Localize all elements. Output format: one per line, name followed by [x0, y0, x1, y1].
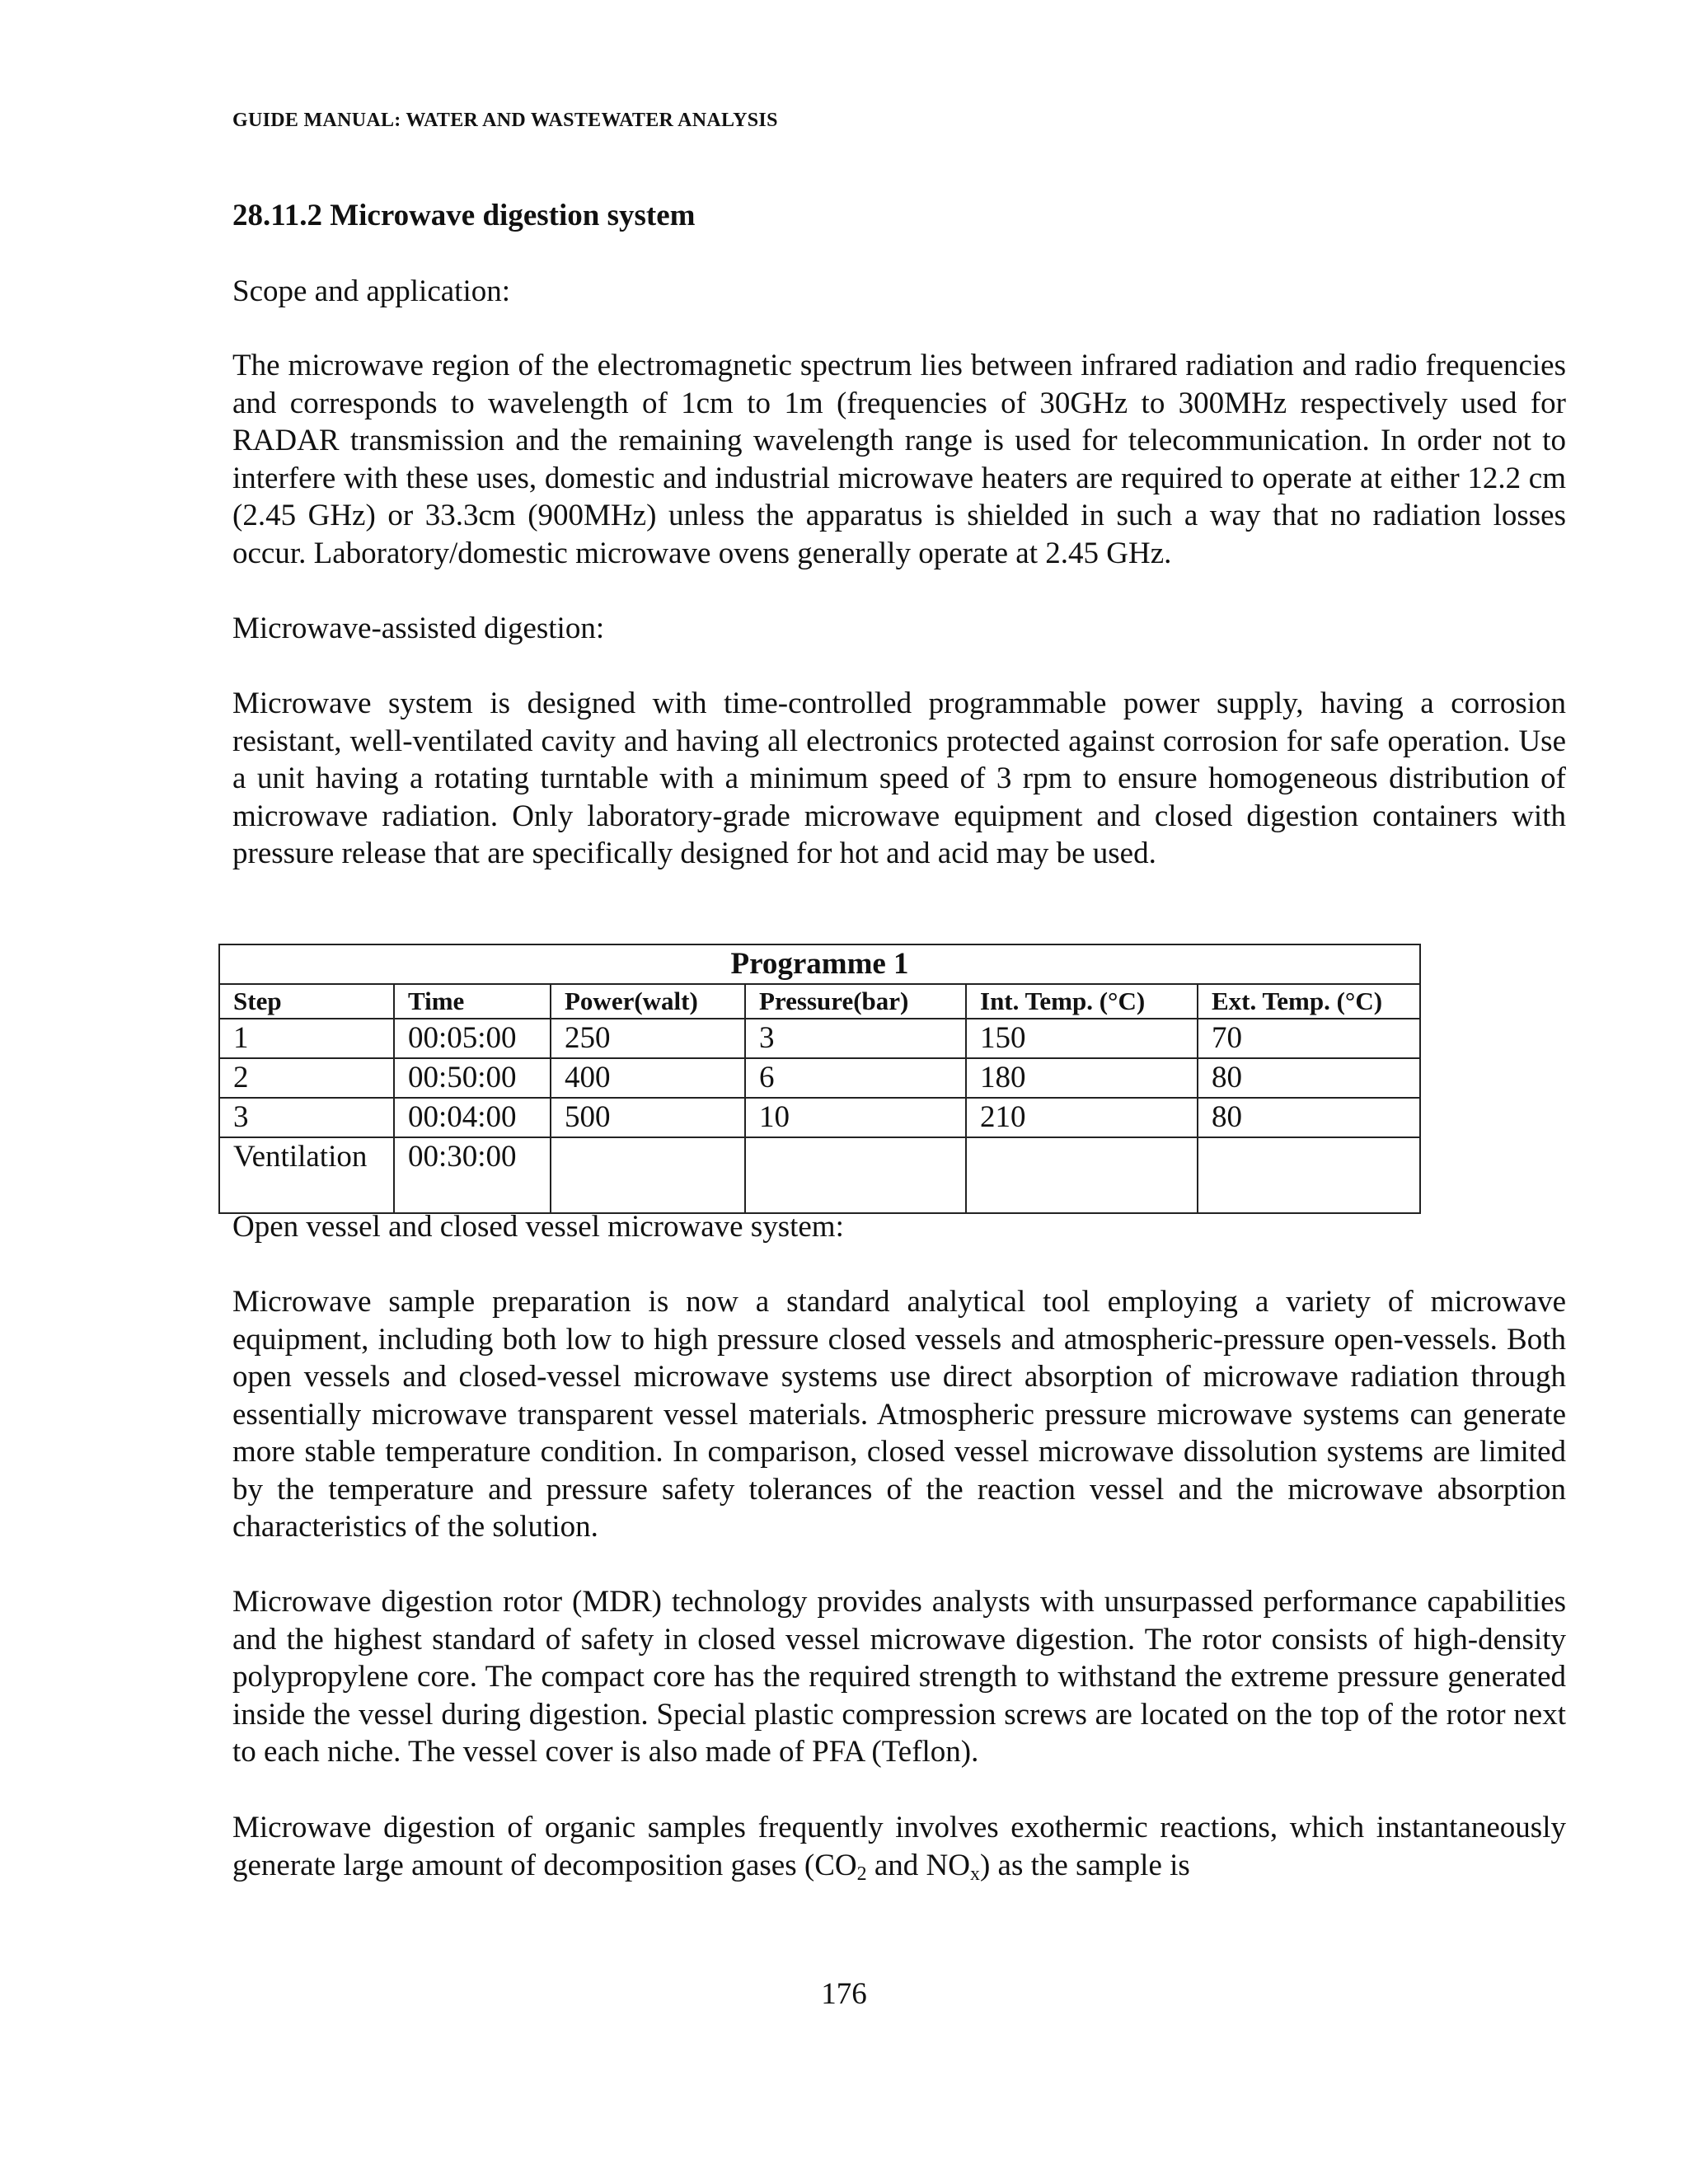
- running-header: GUIDE MANUAL: WATER AND WASTEWATER ANALYSIS: [232, 110, 778, 131]
- cell-time: 00:30:00: [394, 1137, 551, 1213]
- cell-step: 2: [219, 1058, 394, 1098]
- table-caption: Programme 1: [219, 944, 1420, 984]
- scope-heading: Scope and application:: [232, 274, 511, 308]
- section-title: 28.11.2 Microwave digestion system: [232, 199, 696, 232]
- cell-ext-temp: 70: [1198, 1019, 1420, 1058]
- table-header-row: [219, 984, 1420, 1019]
- column-header-step: Step: [219, 984, 394, 1019]
- cell-int-temp: 150: [966, 1019, 1198, 1058]
- organic-digestion-paragraph: [232, 1809, 1566, 1884]
- cell-ext-temp: 80: [1198, 1098, 1420, 1137]
- cell-pressure: [745, 1137, 966, 1213]
- cell-pressure: 6: [745, 1058, 966, 1098]
- cell-time: 00:04:00: [394, 1098, 551, 1137]
- cell-time: 00:50:00: [394, 1058, 551, 1098]
- cell-power: 250: [551, 1019, 745, 1058]
- cell-step: 1: [219, 1019, 394, 1058]
- cell-int-temp: 180: [966, 1058, 1198, 1098]
- table-row: [219, 1098, 1420, 1137]
- programme-table: [218, 944, 1421, 1214]
- cell-time: 00:05:00: [394, 1019, 551, 1058]
- vessel-system-paragraph: Microwave sample preparation is now a standard analytical tool employing a variety of microwave equipment, including both low to high pressure closed vessels and atmospheric-pressure open-vessels. Both open vessels and closed-vessel microwave systems use direct absorption of microwave radiation through essentially microwave transparent vessel materials. Atmospheric pressure microwave systems can generate more stable temperature condition. In comparison, closed vessel microwave dissolution systems are limited by the temperature and pressure safety tolerances of the reaction vessel and the microwave absorption characteristics of the solution.: [232, 1285, 1566, 1544]
- organic-text-part: Microwave digestion of organic samples frequently involves exothermic reactions, which instantaneously generate large amount of decomposition gases (CO: [232, 1811, 1566, 1882]
- table-row: [219, 1019, 1420, 1058]
- table-row: [219, 1137, 1420, 1213]
- cell-int-temp: [966, 1137, 1198, 1213]
- assisted-digestion-heading: Microwave-assisted digestion:: [232, 612, 605, 645]
- cell-power: [551, 1137, 745, 1213]
- column-header-power: Power(walt): [551, 984, 745, 1019]
- organic-text-part: and NO: [866, 1848, 970, 1882]
- cell-ext-temp: [1198, 1137, 1420, 1213]
- cell-pressure: 10: [745, 1098, 966, 1137]
- organic-text-part: ) as the sample is: [979, 1848, 1190, 1882]
- subscript: x: [969, 1863, 980, 1885]
- table-caption-row: [219, 944, 1420, 984]
- cell-int-temp: 210: [966, 1098, 1198, 1137]
- cell-step: Ventilation: [219, 1137, 394, 1213]
- assisted-digestion-paragraph: Microwave system is designed with time-controlled programmable power supply, having a corrosion resistant, well-ventilated cavity and having all electronics protected against corrosion for safe operation. Use a unit having a rotating turntable with a minimum speed of 3 rpm to ensure homogeneous distribution of microwave radiation. Only laboratory-grade microwave equipment and closed digestion containers with pressure release that are specifically designed for hot and acid may be used.: [232, 687, 1566, 870]
- subscript: 2: [856, 1863, 867, 1885]
- cell-power: 500: [551, 1098, 745, 1137]
- cell-ext-temp: 80: [1198, 1058, 1420, 1098]
- page-number: 176: [821, 1977, 867, 2011]
- scope-paragraph: The microwave region of the electromagnetic spectrum lies between infrared radiation and radio frequencies and corresponds to wavelength of 1cm to 1m (frequencies of 30GHz to 300MHz respectively used for RADAR transmission and the remaining wavelength range is used for telecommunication. In order not to interfere with these uses, domestic and industrial microwave heaters are required to operate at either 12.2 cm (2.45 GHz) or 33.3cm (900MHz) unless the apparatus is shielded in such a way that no radiation losses occur. Laboratory/domestic microwave ovens generally operate at 2.45 GHz.: [232, 349, 1566, 570]
- mdr-paragraph: Microwave digestion rotor (MDR) technology provides analysts with unsurpassed performance capabilities and the highest standard of safety in closed vessel microwave digestion. The rotor consists of high-density polypropylene core. The compact core has the required strength to withstand the extreme pressure generated inside the vessel during digestion. Special plastic compression screws are located on the top of the rotor next to each niche. The vessel cover is also made of PFA (Teflon).: [232, 1585, 1566, 1769]
- table-row: [219, 1058, 1420, 1098]
- column-header-ext-temp: Ext. Temp. (°C): [1198, 984, 1420, 1019]
- cell-pressure: 3: [745, 1019, 966, 1058]
- column-header-pressure: Pressure(bar): [745, 984, 966, 1019]
- vessel-system-heading: Open vessel and closed vessel microwave system:: [232, 1210, 844, 1244]
- column-header-time: Time: [394, 984, 551, 1019]
- cell-power: 400: [551, 1058, 745, 1098]
- column-header-int-temp: Int. Temp. (°C): [966, 984, 1198, 1019]
- cell-step: 3: [219, 1098, 394, 1137]
